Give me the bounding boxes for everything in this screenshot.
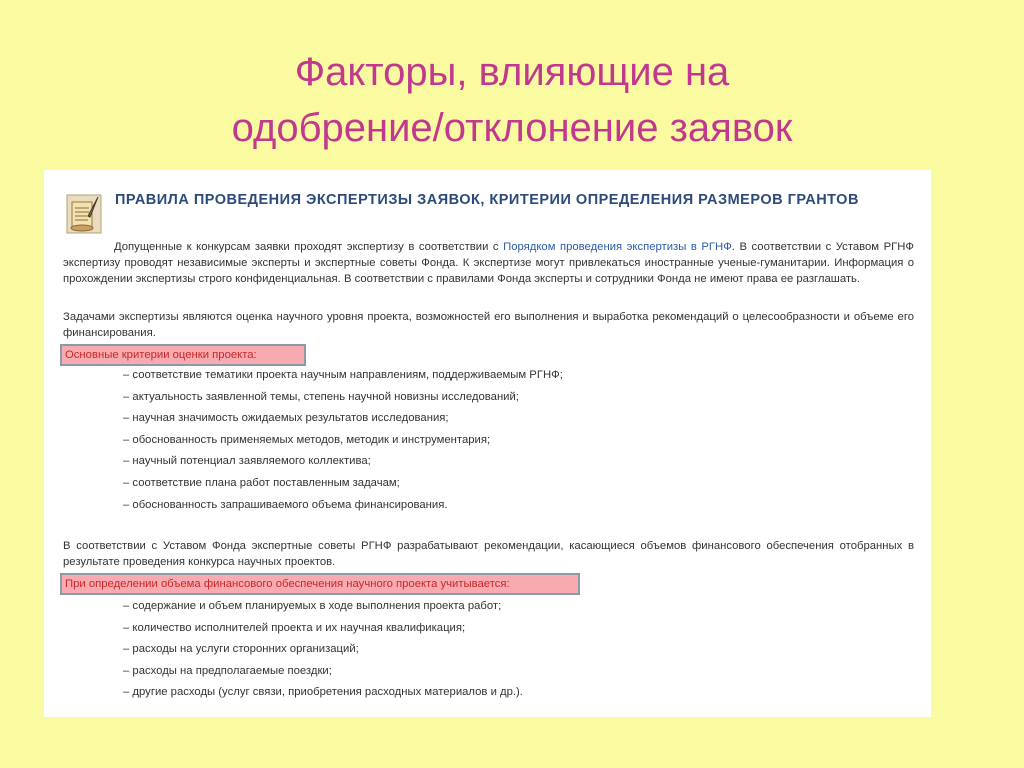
funding-factors-list bbox=[123, 596, 523, 704]
list-item: – расходы на предполагаемые поездки; bbox=[123, 664, 332, 677]
recommendations-paragraph: В соответствии с Уставом Фонда экспертные советы РГНФ разрабатывают рекомендации, касающиеся объемов финансового обеспечения отобранных в результате проведения конкурса научных проектов. bbox=[63, 540, 914, 568]
slide-title bbox=[0, 44, 1024, 156]
list-item: – соответствие тематики проекта научным направлениям, поддерживаемым РГНФ; bbox=[123, 369, 563, 381]
list-item: – расходы на услуги сторонних организаций; bbox=[123, 643, 359, 656]
funding-heading-highlight: При определении объема финансового обеспечения научного проекта учитывается: bbox=[60, 573, 580, 595]
intro-text-end: . В соответствии с Уставом РГНФ экспертизу проводят независимые эксперты и экспертные советы Фонда. К экспертизе могут привлекаться иностранные ученые-гуманитарии. Информация о прохождении экспертизы строго конфиденциальная. В соответствии с правилами Фонда эксперты и сотрудники Фонда не имеют права ее разглашать. bbox=[63, 241, 914, 285]
list-item: – научный потенциал заявляемого коллектива; bbox=[123, 455, 371, 468]
slide-title-line2: одобрение/отклонение заявок bbox=[231, 106, 793, 150]
scroll-quill-icon bbox=[66, 194, 102, 234]
list-item: – обоснованность запрашиваемого объема финансирования. bbox=[123, 498, 448, 511]
list-item: – содержание и объем планируемых в ходе выполнения проекта работ; bbox=[123, 600, 502, 612]
document-screenshot bbox=[44, 170, 931, 717]
document-heading: ПРАВИЛА ПРОВЕДЕНИЯ ЭКСПЕРТИЗЫ ЗАЯВОК, КРИТЕРИИ ОПРЕДЕЛЕНИЯ РАЗМЕРОВ ГРАНТОВ bbox=[115, 192, 859, 208]
list-item: – другие расходы (услуг связи, приобретения расходных материалов и др.). bbox=[123, 686, 523, 699]
list-item: – обоснованность применяемых методов, методик и инструментария; bbox=[123, 433, 491, 446]
list-item: – актуальность заявленной темы, степень научной новизны исследований; bbox=[123, 390, 519, 403]
list-item: – соответствие плана работ поставленным задачам; bbox=[123, 476, 400, 489]
expertise-procedure-link[interactable]: Порядком проведения экспертизы в РГНФ bbox=[503, 241, 732, 253]
list-item: – научная значимость ожидаемых результатов исследования; bbox=[123, 412, 449, 425]
slide-title-line1: Факторы, влияющие на bbox=[294, 50, 730, 94]
intro-paragraph bbox=[63, 239, 914, 287]
criteria-heading-highlight: Основные критерии оценки проекта: bbox=[60, 344, 306, 366]
list-item: – количество исполнителей проекта и их научная квалификация; bbox=[123, 621, 466, 634]
tasks-paragraph: Задачами экспертизы являются оценка научного уровня проекта, возможностей его выполнения и выработка рекомендаций о целесообразности и объеме его финансирования. bbox=[63, 311, 914, 339]
criteria-list bbox=[123, 365, 563, 516]
intro-text-start: Допущенные к конкурсам заявки проходят экспертизу в соответствии с bbox=[114, 241, 504, 253]
